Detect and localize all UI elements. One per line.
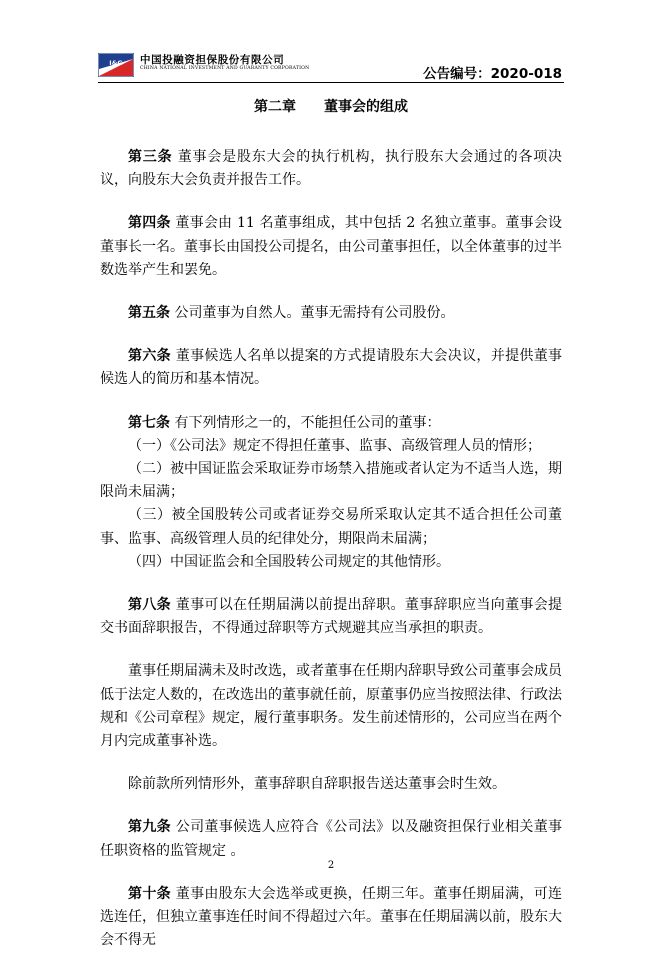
company-name-cn: 中国投融资担保股份有限公司 <box>140 54 285 66</box>
article-text: 董事会是股东大会的执行机构，执行股东大会通过的各项决议，向股东大会负责并报告工作。 <box>100 149 563 189</box>
article-3 <box>100 146 562 192</box>
company-name-en: CHINA NATIONAL INVESTMENT AND GUARANTY CORPORATION <box>140 66 310 71</box>
notice-number: 公告编号：2020-018 <box>423 66 562 82</box>
article-label: 第八条 <box>128 597 171 614</box>
article-label: 第九条 <box>128 819 171 836</box>
article-label: 第七条 <box>128 414 170 431</box>
article-text: 董事候选人名单以提案的方式提请股东大会决议，并提供董事候选人的简历和基本情况。 <box>100 348 563 388</box>
article-9 <box>100 816 562 862</box>
article-text: 董事会由 11 名董事组成，其中包括 2 名独立董事。董事会设董事长一名。董事长由国投公司提名，由公司董事担任，以全体董事的过半数选举产生和罢免。 <box>100 215 563 278</box>
article-7-item-1: （一）《公司法》规定不得担任董事、监事、高级管理人员的情形； <box>128 437 541 454</box>
article-4 <box>100 212 562 282</box>
article-text: 有下列情形之一的，不能担任公司的董事： <box>174 414 441 431</box>
article-label: 第四条 <box>128 215 171 232</box>
page-header <box>98 44 564 82</box>
article-label: 第十条 <box>128 885 171 902</box>
article-text: 公司董事候选人应符合《公司法》以及融资担保行业相关董事任职资格的监管规定 。 <box>100 819 563 859</box>
article-7-item-4: （四）中国证监会和全国股转公司规定的其他情形。 <box>128 553 450 570</box>
logo-text: I&G <box>109 59 123 67</box>
company-logo <box>98 53 134 77</box>
article-7-item-2: （二）被中国证监会采取证券市场禁入措施或者认定为不适当人选，期限尚未届满； <box>100 461 562 501</box>
article-8 <box>100 594 562 640</box>
article-label: 第六条 <box>128 348 171 365</box>
article-7-item-3: （三）被全国股转公司或者证券交易所采取认定其不适合担任公司董事、监事、高级管理人员的纪律处分，期限尚未届满； <box>100 507 562 547</box>
article-8-para-2: 董事任期届满未及时改选，或者董事在任期内辞职导致公司董事会成员低于法定人数的，在改选出的董事就任前，原董事仍应当按照法律、行政法规和《公司章程》规定，履行董事职务。发生前述情形的，公司应当在两个月内完成董事补选。 <box>100 663 562 750</box>
document-body <box>100 96 562 972</box>
chapter-title: 第二章 董事会的组成 <box>254 99 408 115</box>
header-divider <box>98 82 564 83</box>
article-text: 董事可以在任期届满以前提出辞职。董事辞职应当向董事会提交书面辞职报告，不得通过辞职等方式规避其应当承担的职责。 <box>100 597 563 637</box>
page-number: 2 <box>327 860 335 871</box>
article-text: 董事由股东大会选举或更换，任期三年。董事任期届满，可连选连任，但独立董事连任时间不得超过六年。董事在任期届满以前，股东大会不得无 <box>100 885 563 949</box>
article-10 <box>100 883 562 953</box>
article-label: 第三条 <box>128 149 173 165</box>
article-7 <box>100 412 562 435</box>
article-text: 公司董事为自然人。董事无需持有公司股份。 <box>174 305 455 322</box>
article-6 <box>100 345 562 391</box>
article-label: 第五条 <box>128 305 170 322</box>
article-5 <box>100 302 562 325</box>
article-8-para-3: 除前款所列情形外，董事辞职自辞职报告送达董事会时生效。 <box>128 776 506 793</box>
